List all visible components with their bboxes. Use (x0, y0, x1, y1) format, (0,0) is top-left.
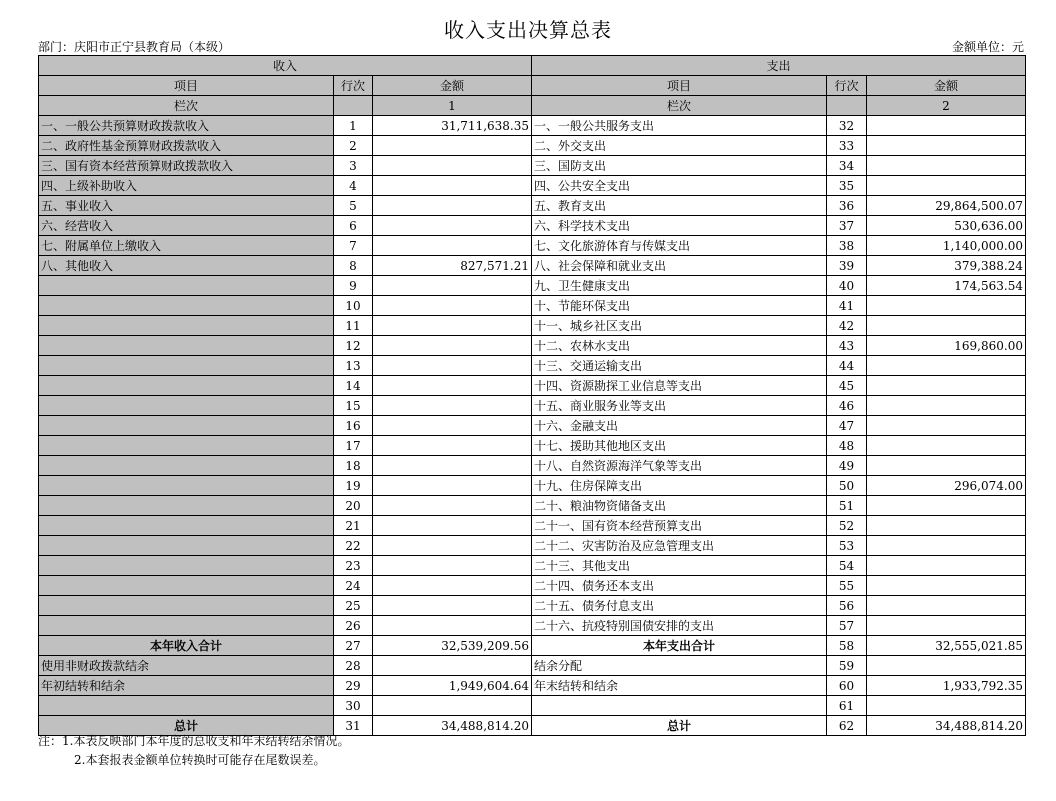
expense-amount-cell: 296,074.00 (867, 476, 1026, 496)
income-line-no-cell: 17 (334, 436, 373, 456)
income-item-cell: 五、事业收入 (39, 196, 334, 216)
table-row (39, 476, 1026, 496)
income-item-cell (39, 616, 334, 636)
income-line-no-cell: 13 (334, 356, 373, 376)
income-line-no-cell: 15 (334, 396, 373, 416)
expense-section-header: 支出 (532, 56, 1026, 76)
table-row (39, 316, 1026, 336)
expense-item-cell: 二十三、其他支出 (532, 556, 827, 576)
expense-line-no-cell: 39 (827, 256, 867, 276)
expense-column-label-blank (827, 96, 867, 116)
expense-item-cell: 十一、城乡社区支出 (532, 316, 827, 336)
expense-amount-cell (867, 596, 1026, 616)
income-item-cell (39, 476, 334, 496)
expense-amount-cell (867, 496, 1026, 516)
expense-item-cell: 一、一般公共服务支出 (532, 116, 827, 136)
income-line-no-cell: 12 (334, 336, 373, 356)
expense-item-cell: 二十一、国有资本经营预算支出 (532, 516, 827, 536)
expense-line-no-cell: 41 (827, 296, 867, 316)
expense-amount-cell (867, 456, 1026, 476)
income-item-cell (39, 516, 334, 536)
income-line-no-cell: 27 (334, 636, 373, 656)
income-item-cell (39, 536, 334, 556)
expense-item-cell: 二十四、债务还本支出 (532, 576, 827, 596)
expense-amount-cell (867, 296, 1026, 316)
income-item-cell (39, 396, 334, 416)
expense-item-cell: 四、公共安全支出 (532, 176, 827, 196)
income-line-no-cell: 28 (334, 656, 373, 676)
table-row (39, 416, 1026, 436)
income-amount-cell (373, 236, 532, 256)
expense-amount-cell (867, 696, 1026, 716)
footnote-2: 2.本套报表金额单位转换时可能存在尾数误差。 (74, 753, 326, 767)
expense-item-cell: 二十五、债务付息支出 (532, 596, 827, 616)
income-amount-cell: 32,539,209.56 (373, 636, 532, 656)
income-item-cell (39, 276, 334, 296)
subtotal-row (39, 636, 1026, 656)
income-column-label: 栏次 (39, 96, 334, 116)
income-amount-cell (373, 216, 532, 236)
expense-item-cell: 二、外交支出 (532, 136, 827, 156)
expense-line-no-cell: 32 (827, 116, 867, 136)
income-item-cell: 三、国有资本经营预算财政拨款收入 (39, 156, 334, 176)
income-item-cell: 八、其他收入 (39, 256, 334, 276)
report-title: 收入支出决算总表 (444, 18, 612, 42)
income-line-no-cell: 1 (334, 116, 373, 136)
income-line-no-cell: 4 (334, 176, 373, 196)
expense-item-cell: 结余分配 (532, 656, 827, 676)
department-label: 部门：庆阳市正宁县教育局（本级） (38, 40, 231, 54)
income-amount-cell (373, 456, 532, 476)
income-amount-cell (373, 496, 532, 516)
income-item-cell: 总计 (39, 716, 334, 736)
expense-amount-cell (867, 436, 1026, 456)
income-line-no-cell: 10 (334, 296, 373, 316)
income-line-no-cell: 23 (334, 556, 373, 576)
income-item-cell: 本年收入合计 (39, 636, 334, 656)
expense-amount-cell (867, 536, 1026, 556)
expense-line-no-cell: 47 (827, 416, 867, 436)
income-line-no-cell: 11 (334, 316, 373, 336)
expense-line-no-cell: 52 (827, 516, 867, 536)
expense-line-no-cell: 58 (827, 636, 867, 656)
income-line-no-cell: 8 (334, 256, 373, 276)
income-item-cell (39, 336, 334, 356)
income-item-cell (39, 576, 334, 596)
unit-label: 金额单位：元 (951, 40, 1024, 54)
column-header-row (39, 76, 1026, 96)
income-amount-cell (373, 376, 532, 396)
table-row (39, 556, 1026, 576)
expense-amount-cell: 1,933,792.35 (867, 676, 1026, 696)
expense-line-no-cell: 51 (827, 496, 867, 516)
table-row (39, 576, 1026, 596)
expense-item-cell: 二十、粮油物资储备支出 (532, 496, 827, 516)
income-line-no-cell: 6 (334, 216, 373, 236)
income-line-no-cell: 5 (334, 196, 373, 216)
income-item-cell (39, 296, 334, 316)
expense-item-cell (532, 696, 827, 716)
expense-amount-cell (867, 416, 1026, 436)
income-item-header: 项目 (39, 76, 334, 96)
table-row (39, 296, 1026, 316)
income-item-cell: 七、附属单位上缴收入 (39, 236, 334, 256)
expense-amount-cell (867, 356, 1026, 376)
expense-item-cell: 九、卫生健康支出 (532, 276, 827, 296)
expense-line-no-header: 行次 (827, 76, 867, 96)
income-item-cell (39, 316, 334, 336)
income-line-no-cell: 31 (334, 716, 373, 736)
table-row (39, 496, 1026, 516)
expense-item-cell: 十八、自然资源海洋气象等支出 (532, 456, 827, 476)
income-line-no-cell: 22 (334, 536, 373, 556)
expense-amount-cell (867, 656, 1026, 676)
income-amount-cell: 34,488,814.20 (373, 716, 532, 736)
expense-line-no-cell: 53 (827, 536, 867, 556)
expense-line-no-cell: 38 (827, 236, 867, 256)
income-line-no-cell: 18 (334, 456, 373, 476)
income-amount-cell (373, 556, 532, 576)
expense-line-no-cell: 35 (827, 176, 867, 196)
income-item-cell: 使用非财政拨款结余 (39, 656, 334, 676)
income-amount-cell (373, 616, 532, 636)
income-amount-cell (373, 316, 532, 336)
table-row (39, 696, 1026, 716)
footnote-1: 注：1.本表反映部门本年度的总收支和年末结转结余情况。 (38, 734, 350, 748)
table-row (39, 276, 1026, 296)
expense-item-cell: 本年支出合计 (532, 636, 827, 656)
expense-item-header: 项目 (532, 76, 827, 96)
expense-item-cell: 十二、农林水支出 (532, 336, 827, 356)
table-row (39, 656, 1026, 676)
income-item-cell (39, 436, 334, 456)
expense-amount-cell: 34,488,814.20 (867, 716, 1026, 736)
income-item-cell (39, 696, 334, 716)
expense-amount-cell: 174,563.54 (867, 276, 1026, 296)
table-row (39, 176, 1026, 196)
expense-line-no-cell: 57 (827, 616, 867, 636)
income-amount-cell (373, 396, 532, 416)
income-item-cell (39, 596, 334, 616)
table-row (39, 536, 1026, 556)
expense-line-no-cell: 36 (827, 196, 867, 216)
income-amount-header: 金额 (373, 76, 532, 96)
table-row (39, 396, 1026, 416)
expense-line-no-cell: 55 (827, 576, 867, 596)
income-amount-cell (373, 276, 532, 296)
expense-amount-cell: 169,860.00 (867, 336, 1026, 356)
table-row (39, 216, 1026, 236)
income-line-no-cell: 19 (334, 476, 373, 496)
income-amount-cell (373, 296, 532, 316)
income-line-no-cell: 20 (334, 496, 373, 516)
income-line-no-cell: 7 (334, 236, 373, 256)
expense-item-cell: 总计 (532, 716, 827, 736)
expense-amount-cell (867, 516, 1026, 536)
income-amount-cell (373, 176, 532, 196)
expense-line-no-cell: 50 (827, 476, 867, 496)
income-line-no-cell: 25 (334, 596, 373, 616)
expense-line-no-cell: 33 (827, 136, 867, 156)
expense-item-cell: 十七、援助其他地区支出 (532, 436, 827, 456)
income-amount-cell (373, 536, 532, 556)
expense-line-no-cell: 42 (827, 316, 867, 336)
income-column-no: 1 (373, 96, 532, 116)
expense-amount-cell: 1,140,000.00 (867, 236, 1026, 256)
income-line-no-cell: 29 (334, 676, 373, 696)
income-amount-cell (373, 596, 532, 616)
income-line-no-cell: 9 (334, 276, 373, 296)
income-amount-cell (373, 516, 532, 536)
table-row (39, 196, 1026, 216)
expense-line-no-cell: 34 (827, 156, 867, 176)
expense-line-no-cell: 48 (827, 436, 867, 456)
table-row (39, 516, 1026, 536)
income-amount-cell: 31,711,638.35 (373, 116, 532, 136)
income-line-no-cell: 21 (334, 516, 373, 536)
income-amount-cell (373, 356, 532, 376)
income-column-label-blank (334, 96, 373, 116)
income-line-no-cell: 3 (334, 156, 373, 176)
income-amount-cell (373, 436, 532, 456)
expense-line-no-cell: 43 (827, 336, 867, 356)
expense-item-cell: 十五、商业服务业等支出 (532, 396, 827, 416)
expense-item-cell: 八、社会保障和就业支出 (532, 256, 827, 276)
income-amount-cell (373, 476, 532, 496)
expense-line-no-cell: 56 (827, 596, 867, 616)
expense-line-no-cell: 46 (827, 396, 867, 416)
income-amount-cell (373, 336, 532, 356)
expense-item-cell: 七、文化旅游体育与传媒支出 (532, 236, 827, 256)
income-section-header: 收入 (39, 56, 532, 76)
expense-item-cell: 十六、金融支出 (532, 416, 827, 436)
expense-amount-cell (867, 376, 1026, 396)
table-row (39, 136, 1026, 156)
expense-column-no: 2 (867, 96, 1026, 116)
expense-item-cell: 二十二、灾害防治及应急管理支出 (532, 536, 827, 556)
income-line-no-cell: 26 (334, 616, 373, 636)
income-line-no-cell: 16 (334, 416, 373, 436)
table-row (39, 376, 1026, 396)
income-item-cell (39, 456, 334, 476)
table-row (39, 116, 1026, 136)
income-amount-cell (373, 416, 532, 436)
expense-amount-cell (867, 556, 1026, 576)
table-row (39, 156, 1026, 176)
table-row (39, 236, 1026, 256)
expense-amount-cell (867, 616, 1026, 636)
expense-amount-cell: 379,388.24 (867, 256, 1026, 276)
expense-line-no-cell: 61 (827, 696, 867, 716)
expense-amount-cell (867, 116, 1026, 136)
summary-table (38, 55, 1026, 736)
expense-item-cell: 二十六、抗疫特别国债安排的支出 (532, 616, 827, 636)
income-item-cell: 二、政府性基金预算财政拨款收入 (39, 136, 334, 156)
expense-amount-cell: 29,864,500.07 (867, 196, 1026, 216)
income-line-no-header: 行次 (334, 76, 373, 96)
expense-line-no-cell: 37 (827, 216, 867, 236)
expense-amount-cell (867, 576, 1026, 596)
expense-amount-cell (867, 136, 1026, 156)
section-header-row (39, 56, 1026, 76)
expense-item-cell: 五、教育支出 (532, 196, 827, 216)
expense-amount-header: 金额 (867, 76, 1026, 96)
table-row (39, 436, 1026, 456)
income-item-cell (39, 556, 334, 576)
income-amount-cell (373, 576, 532, 596)
income-amount-cell: 1,949,604.64 (373, 676, 532, 696)
expense-amount-cell (867, 396, 1026, 416)
expense-amount-cell (867, 316, 1026, 336)
expense-line-no-cell: 49 (827, 456, 867, 476)
expense-item-cell: 年末结转和结余 (532, 676, 827, 696)
expense-column-label: 栏次 (532, 96, 827, 116)
expense-item-cell: 十四、资源勘探工业信息等支出 (532, 376, 827, 396)
expense-amount-cell (867, 156, 1026, 176)
income-amount-cell (373, 656, 532, 676)
income-line-no-cell: 2 (334, 136, 373, 156)
table-row (39, 336, 1026, 356)
expense-amount-cell (867, 176, 1026, 196)
expense-amount-cell: 530,636.00 (867, 216, 1026, 236)
expense-line-no-cell: 62 (827, 716, 867, 736)
income-amount-cell: 827,571.21 (373, 256, 532, 276)
footnotes (38, 732, 349, 770)
table-row (39, 456, 1026, 476)
expense-amount-cell: 32,555,021.85 (867, 636, 1026, 656)
income-item-cell: 年初结转和结余 (39, 676, 334, 696)
expense-line-no-cell: 54 (827, 556, 867, 576)
expense-item-cell: 十九、住房保障支出 (532, 476, 827, 496)
income-amount-cell (373, 696, 532, 716)
table-row (39, 356, 1026, 376)
income-item-cell (39, 356, 334, 376)
income-line-no-cell: 30 (334, 696, 373, 716)
expense-line-no-cell: 44 (827, 356, 867, 376)
table-row (39, 256, 1026, 276)
expense-line-no-cell: 60 (827, 676, 867, 696)
table-row (39, 596, 1026, 616)
column-label-row (39, 96, 1026, 116)
income-amount-cell (373, 156, 532, 176)
expense-item-cell: 十、节能环保支出 (532, 296, 827, 316)
expense-item-cell: 十三、交通运输支出 (532, 356, 827, 376)
table-row (39, 616, 1026, 636)
income-item-cell (39, 376, 334, 396)
income-item-cell: 四、上级补助收入 (39, 176, 334, 196)
income-amount-cell (373, 136, 532, 156)
table-row (39, 676, 1026, 696)
income-line-no-cell: 14 (334, 376, 373, 396)
income-item-cell: 六、经营收入 (39, 216, 334, 236)
income-item-cell (39, 496, 334, 516)
expense-line-no-cell: 40 (827, 276, 867, 296)
income-amount-cell (373, 196, 532, 216)
income-line-no-cell: 24 (334, 576, 373, 596)
expense-item-cell: 三、国防支出 (532, 156, 827, 176)
expense-line-no-cell: 59 (827, 656, 867, 676)
income-item-cell: 一、一般公共预算财政拨款收入 (39, 116, 334, 136)
income-item-cell (39, 416, 334, 436)
expense-line-no-cell: 45 (827, 376, 867, 396)
expense-item-cell: 六、科学技术支出 (532, 216, 827, 236)
